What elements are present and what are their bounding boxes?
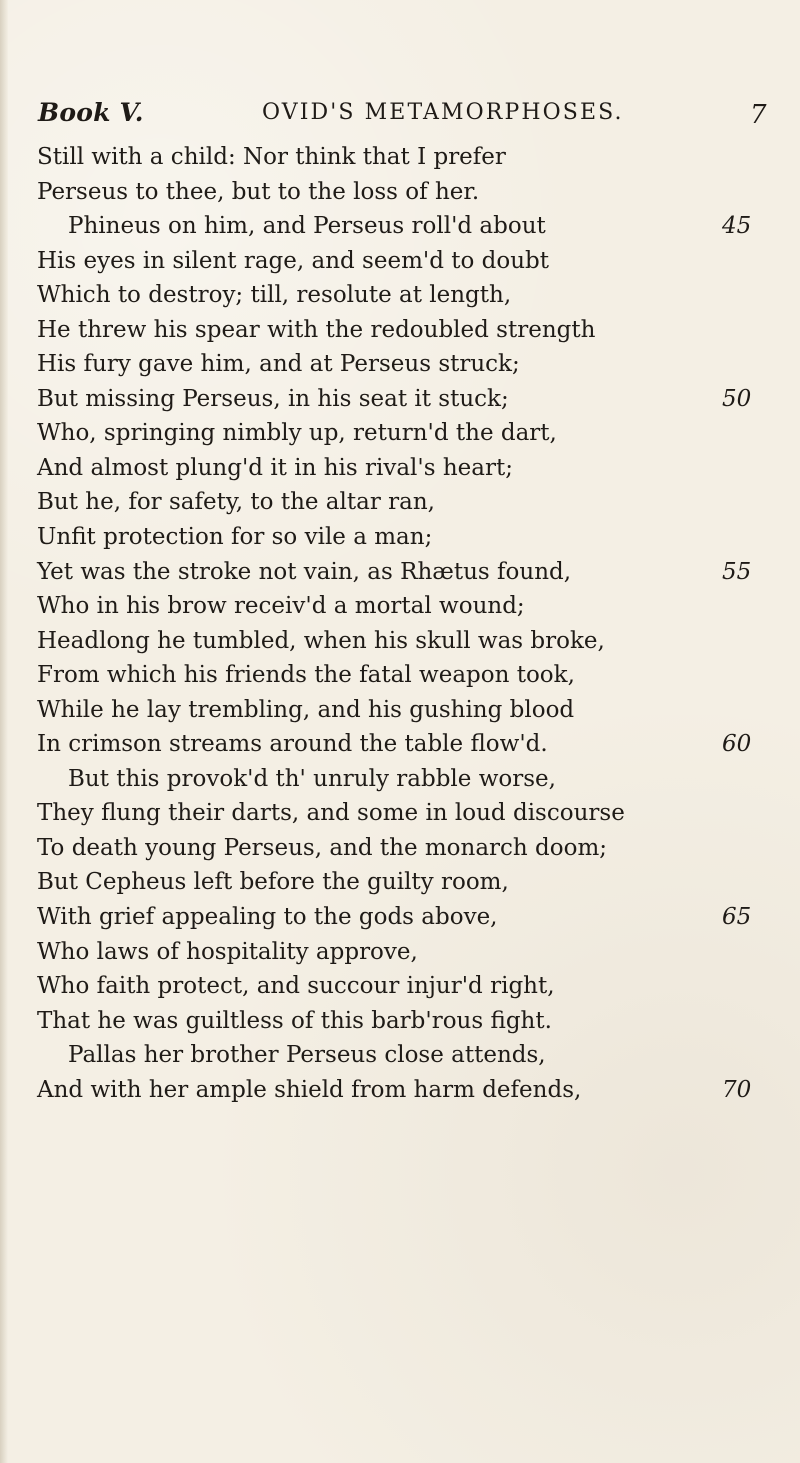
poem-line-text: And almost plung'd it in his rival's heart; (37, 454, 513, 481)
line-number: 65 (722, 904, 752, 931)
poem-line (0, 419, 800, 454)
poem-line (0, 316, 800, 351)
poem-line (0, 247, 800, 282)
poem-line (0, 696, 800, 731)
poem-line (0, 1076, 800, 1111)
poem-line-text: Unfit protection for so vile a man; (37, 524, 433, 551)
poem-line (0, 454, 800, 489)
poem-line (0, 178, 800, 213)
poem-line (0, 488, 800, 523)
poem-text (0, 143, 800, 1110)
poem-line (0, 1007, 800, 1042)
poem-line (0, 558, 800, 593)
poem-line-text: Who laws of hospitality approve, (37, 938, 418, 965)
poem-line-text: While he lay trembling, and his gushing blood (37, 696, 575, 723)
poem-line-text: Who in his brow receiv'd a mortal wound; (37, 593, 525, 620)
poem-line (0, 972, 800, 1007)
poem-line-text: But he, for safety, to the altar ran, (37, 489, 435, 516)
book-label: Book V. (38, 98, 144, 127)
poem-line-text: Phineus on him, and Perseus roll'd about (68, 213, 546, 240)
poem-line-text: Perseus to thee, but to the loss of her. (37, 178, 480, 205)
line-number: 70 (722, 1076, 752, 1103)
line-number: 55 (722, 558, 752, 585)
poem-line-text: To death young Perseus, and the monarch doom; (37, 834, 608, 861)
line-number: 60 (722, 731, 752, 758)
poem-line-text: His fury gave him, and at Perseus struck; (37, 351, 520, 378)
poem-line-text: Which to destroy; till, resolute at length, (37, 282, 512, 309)
poem-line (0, 1041, 800, 1076)
poem-line-text: But Cepheus left before the guilty room, (37, 869, 509, 896)
poem-line-text: With grief appealing to the gods above, (37, 904, 498, 931)
page-header (0, 98, 800, 138)
poem-line (0, 592, 800, 627)
poem-line (0, 143, 800, 178)
poem-line (0, 765, 800, 800)
poem-line-text: Yet was the stroke not vain, as Rhætus found, (37, 558, 572, 585)
poem-line-text: He threw his spear with the redoubled strength (37, 316, 596, 343)
poem-line-text: But missing Perseus, in his seat it stuck; (37, 385, 509, 412)
poem-line (0, 730, 800, 765)
poem-line-text: And with her ample shield from harm defends, (37, 1076, 582, 1103)
poem-line (0, 661, 800, 696)
poem-line-text: From which his friends the fatal weapon took, (37, 662, 575, 689)
poem-line (0, 799, 800, 834)
poem-line-text: They flung their darts, and some in loud discourse (37, 800, 625, 827)
poem-line-text: Headlong he tumbled, when his skull was broke, (37, 627, 605, 654)
poem-line (0, 868, 800, 903)
poem-line-text: Pallas her brother Perseus close attends, (68, 1042, 546, 1069)
line-number: 45 (722, 213, 752, 240)
poem-line-text: But this provok'd th' unruly rabble worse, (68, 765, 556, 792)
poem-line (0, 281, 800, 316)
poem-line-text: In crimson streams around the table flow'd. (37, 731, 548, 758)
poem-line-text: Still with a child: Nor think that I prefer (37, 144, 506, 170)
poem-line (0, 523, 800, 558)
poem-line (0, 350, 800, 385)
page-number: 7 (750, 100, 767, 130)
poem-line-text: That he was guiltless of this barb'rous fight. (37, 1007, 552, 1034)
poem-line-text: His eyes in silent rage, and seem'd to doubt (37, 247, 549, 274)
poem-line-text: Who faith protect, and succour injur'd right, (37, 973, 555, 1000)
poem-line (0, 834, 800, 869)
line-number: 50 (722, 385, 752, 412)
poem-line (0, 938, 800, 973)
poem-line (0, 627, 800, 662)
poem-line (0, 212, 800, 247)
poem-line (0, 903, 800, 938)
running-title: OVID'S METAMORPHOSES. (262, 100, 624, 125)
poem-line-text: Who, springing nimbly up, return'd the dart, (37, 420, 557, 447)
poem-line (0, 385, 800, 420)
